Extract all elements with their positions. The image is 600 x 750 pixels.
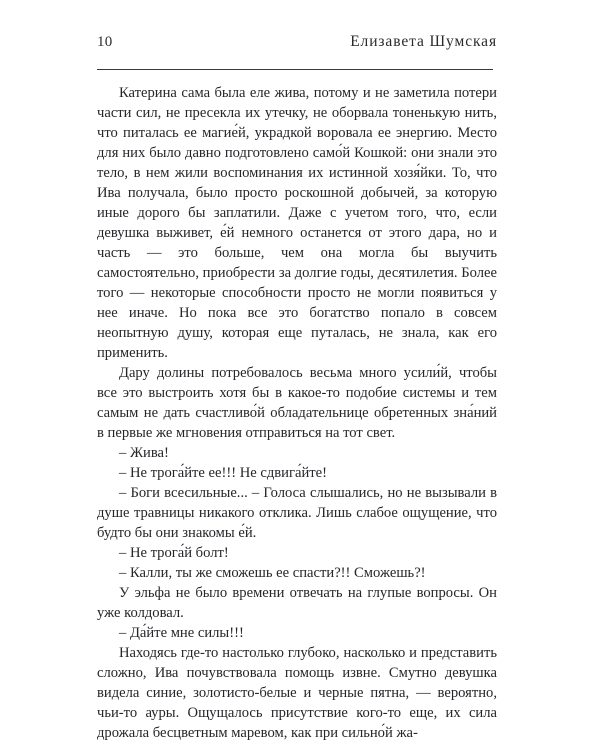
header-divider [97, 69, 493, 70]
page-number: 10 [97, 34, 113, 50]
body-paragraph: – Боги всесильные... – Голоса слышались, но не вызывали в душе травницы никакого отклика. Лишь слабое ощущение, что будто бы они знакомы е́й. [97, 485, 497, 541]
running-head [97, 0, 497, 62]
dialogue-line: – Калли, ты же сможешь ее спасти?!! Сможешь?! [119, 565, 426, 581]
body-text [97, 83, 497, 743]
dialogue-line: – Не трога́й болт! [119, 545, 229, 561]
dialogue-line: – Да́йте мне силы!!! [119, 625, 244, 641]
dialogue-line: – Жива! [119, 445, 169, 461]
body-paragraph: Катерина сама была еле жива, потому и не заметила потери части сил, не пресекла их утечку, не оборвала тоненькую нить, что питалась ее магие́й, украдкой воровала ее энергию. Место для них было давно подготовлено само́й Кошкой: они знали это тело, в нем жили воспоминания их истинной хозя́йки. То, что Ива получала, было просто роскошной добычей, за которую иные дорого бы заплатили. Даже с учетом того, что, если девушка выживет, е́й немного останется от этого дара, но и часть — это больше, чем она могла бы выучить самостоятельно, приобрести за долгие годы, десятилетия. Более того — некоторые способности просто не могли появиться у нее иначе. Но пока все это богатство попало в совсем неопытную душу, которая еще путалась, не знала, как его применить. [97, 85, 497, 361]
body-paragraph: Находясь где-то настолько глубоко, насколько и представить сложно, Ива почувствовала помощь извне. Смутно девушка видела синие, золотисто-белые и черные пятна, — вероятно, чьи-то ауры. Ощущалось присутствие кого-то еще, их сила дрожала бесцветным маревом, как при сильно́й жа- [97, 645, 497, 741]
dialogue-line: – Не трога́йте ее!!! Не сдвига́йте! [119, 465, 327, 481]
page-text-block [97, 0, 497, 743]
body-paragraph: У эльфа не было времени отвечать на глупые вопросы. Он уже колдовал. [97, 585, 497, 621]
author-name: Елизавета Шумская [350, 33, 497, 50]
body-paragraph: Дару долины потребовалось весьма много усили́й, чтобы все это выстроить хотя бы в какое-то подобие системы и тем самым не дать счастливо́й обладательнице обретенных зна́ний в первые же мгновения отправиться на тот свет. [97, 365, 497, 441]
